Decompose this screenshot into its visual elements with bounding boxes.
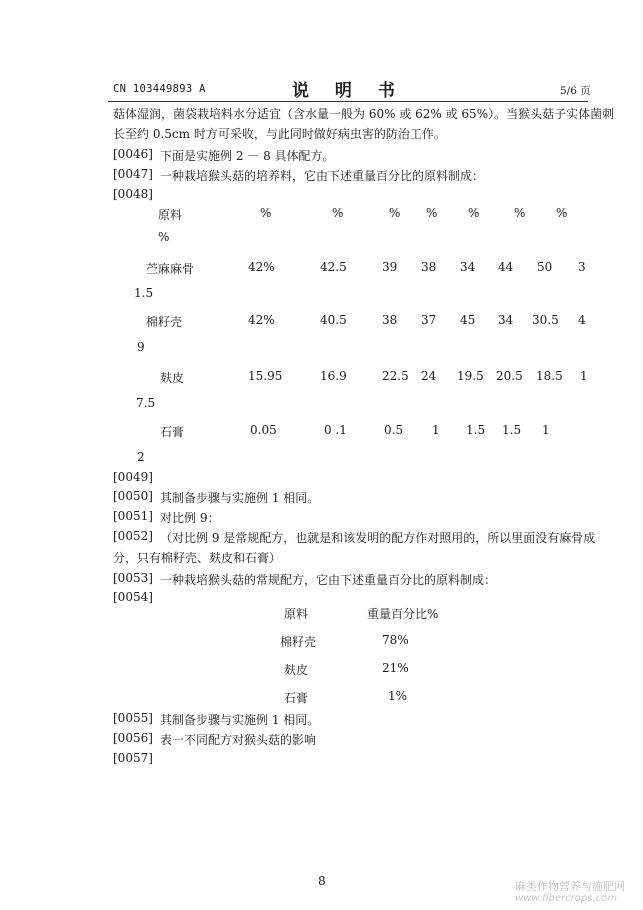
table-cell: 30.5 [532, 313, 559, 327]
table-cell: 1.5 [502, 423, 522, 437]
paragraph-text: 一种栽培猴头菇的常规配方，它由下述重量百分比的原料制成： [160, 573, 497, 587]
page-indicator: 5/6 页 [560, 85, 591, 97]
table-header-wrap: % [158, 230, 170, 244]
paragraph-text: 其制备步骤与实施例 1 相同。 [160, 491, 320, 505]
table-cell: 78% [382, 633, 409, 647]
table-cell: 39 [382, 260, 398, 274]
paragraph-number: [0048] [113, 187, 153, 201]
table-cell: 0.05 [250, 423, 277, 437]
table-row-name: 石膏 [284, 691, 309, 705]
paragraph-text: 其制备步骤与实施例 1 相同。 [160, 713, 320, 727]
table-header-unit: % [514, 206, 526, 220]
paragraph-number: [0057] [113, 751, 153, 765]
table-header-label: 原料 [158, 208, 183, 222]
watermark-url: www.fibercrops.com [515, 893, 617, 904]
header-divider [108, 101, 588, 102]
table-cell: 4 [578, 313, 586, 327]
table-row-name: 棉籽壳 [280, 635, 317, 649]
table-cell: 18.5 [536, 369, 563, 383]
table-header-unit: % [332, 206, 344, 220]
intro-line-2: 长至约 0.5cm 时方可采收，与此同时做好病虫害的防治工作。 [113, 127, 446, 141]
table-cell: 38 [421, 260, 437, 274]
page-number: 8 [318, 874, 326, 888]
table-cell: 24 [421, 369, 437, 383]
table-cell-wrap: 9 [137, 340, 145, 354]
paragraph-number: [0052] [113, 529, 153, 543]
paragraph-number: [0055] [113, 711, 153, 725]
paragraph-text: 表一不同配方对猴头菇的影响 [160, 733, 317, 747]
paragraph-number: [0049] [113, 470, 153, 484]
table-cell: 50 [537, 260, 553, 274]
table-cell: 34 [460, 260, 476, 274]
table-cell: 34 [498, 313, 514, 327]
paragraph-number: [0056] [113, 731, 153, 745]
table-cell: 42% [248, 260, 275, 274]
table-cell: 22.5 [382, 369, 409, 383]
paragraph-text: 对比例 9： [160, 511, 220, 525]
paragraph-number: [0046] [113, 147, 153, 161]
paragraph-number: [0054] [113, 590, 153, 604]
table-header-label: 重量百分比% [367, 607, 439, 621]
table-cell: 1 [580, 369, 588, 383]
table-cell: 40.5 [320, 313, 347, 327]
paragraph-number: [0050] [113, 489, 153, 503]
table-header-unit: % [426, 206, 438, 220]
paragraph-text: 一种栽培猴头菇的培养料，它由下述重量百分比的原料制成： [160, 169, 485, 183]
table-cell: 0.5 [384, 423, 404, 437]
table-cell: 16.9 [320, 369, 347, 383]
table-row-name: 麸皮 [284, 663, 309, 677]
table-row-name: 石膏 [160, 425, 185, 439]
paragraph-number: [0047] [113, 167, 153, 181]
paragraph-text: （对比例 9 是常规配方，也就是和该发明的配方作对照用的，所以里面没有麻骨成 [160, 531, 596, 545]
table-row-name: 苎麻麻骨 [146, 262, 195, 276]
paragraph-number: [0053] [113, 571, 153, 585]
table-row-name: 麸皮 [160, 371, 185, 385]
table-cell: 1 [432, 423, 440, 437]
paragraph-text: 下面是实施例 2 － 8 具体配方。 [160, 149, 335, 163]
table-cell: 38 [382, 313, 398, 327]
table-header-unit: % [389, 206, 401, 220]
watermark-text: 麻类作物营养与施肥网 [515, 880, 625, 893]
table-cell: 0 .1 [324, 423, 347, 437]
table-cell: 1.5 [466, 423, 486, 437]
table-cell: 42% [248, 313, 275, 327]
table-header-unit: % [556, 206, 568, 220]
paragraph-text: 分，只有棉籽壳、麸皮和石膏） [113, 551, 282, 565]
table-cell: 19.5 [457, 369, 484, 383]
table-cell-wrap: 7.5 [136, 396, 156, 410]
paragraph-number: [0051] [113, 509, 153, 523]
table-cell: 42.5 [320, 260, 347, 274]
table-cell-wrap: 1.5 [134, 286, 154, 300]
table-cell: 1 [542, 423, 550, 437]
table-cell: 45 [460, 313, 476, 327]
table-header-unit: % [260, 206, 272, 220]
table-header-label: 原料 [284, 607, 309, 621]
table-cell: 37 [421, 313, 437, 327]
table-cell-wrap: 2 [137, 450, 145, 464]
table-row-name: 棉籽壳 [146, 315, 183, 329]
table-cell: 1% [388, 689, 408, 703]
table-cell: 15.95 [248, 369, 283, 383]
document-title: 说 明 书 [292, 81, 405, 101]
table-cell: 21% [382, 661, 409, 675]
table-cell: 20.5 [496, 369, 523, 383]
document-number: CN 103449893 A [113, 83, 206, 95]
table-cell: 3 [578, 260, 586, 274]
table-cell: 44 [498, 260, 514, 274]
table-header-unit: % [468, 206, 480, 220]
intro-line-1: 菇体湿润，菌袋栽培料水分适宜（含水量一般为 60% 或 62% 或 65%）。当猴头菇子实体菌刺 [113, 107, 615, 121]
